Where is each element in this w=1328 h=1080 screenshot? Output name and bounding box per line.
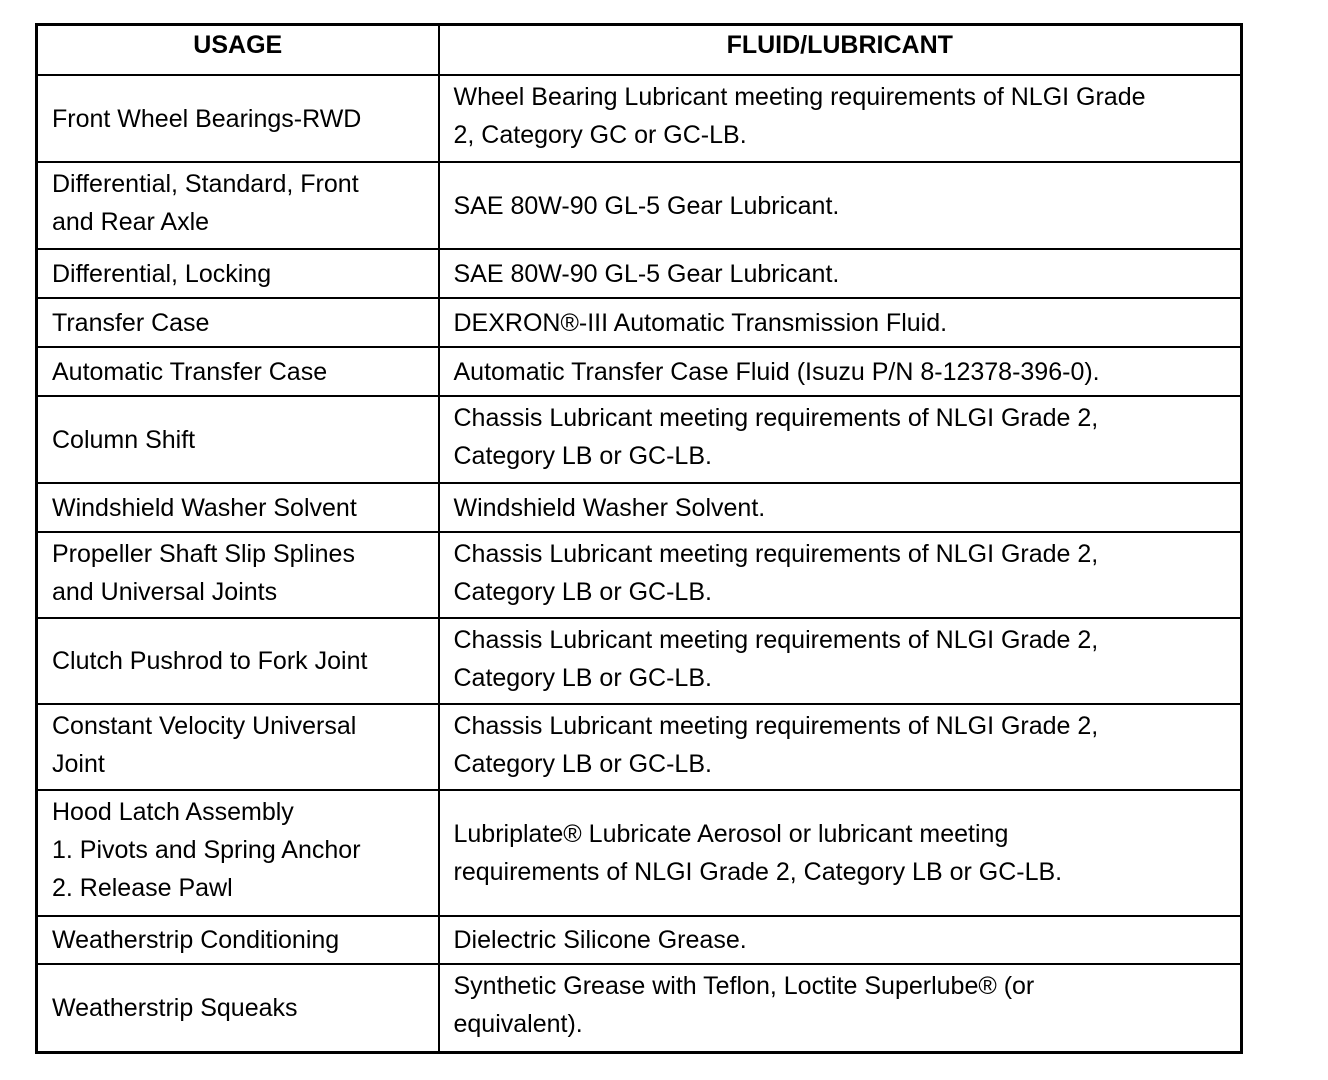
usage-text: Joint bbox=[52, 750, 105, 778]
fluid-text: Windshield Washer Solvent. bbox=[453, 493, 766, 522]
fluid-cell bbox=[439, 704, 1242, 790]
usage-cell bbox=[37, 916, 439, 964]
table-row bbox=[37, 162, 1242, 249]
fluid-text: SAE 80W-90 GL-5 Gear Lubricant. bbox=[453, 191, 840, 220]
fluid-text: Category LB or GC-LB. bbox=[453, 578, 712, 606]
header-row bbox=[37, 25, 1242, 76]
lubricant-table bbox=[35, 23, 1243, 1054]
fluid-text: DEXRON®-III Automatic Transmission Fluid. bbox=[453, 308, 948, 337]
usage-text: Windshield Washer Solvent bbox=[52, 493, 357, 522]
fluid-cell bbox=[439, 532, 1242, 618]
fluid-text: Category LB or GC-LB. bbox=[453, 442, 712, 470]
table-row bbox=[37, 532, 1242, 618]
table-row bbox=[37, 964, 1242, 1052]
fluid-cell bbox=[439, 249, 1242, 298]
usage-column-header: USAGE bbox=[37, 25, 439, 76]
usage-cell bbox=[37, 75, 439, 162]
fluid-cell bbox=[439, 75, 1242, 162]
usage-text: Weatherstrip Conditioning bbox=[52, 926, 340, 954]
fluid-text: Chassis Lubricant meeting requirements of NLGI Grade 2, bbox=[453, 404, 1099, 432]
table-row bbox=[37, 916, 1242, 964]
fluid-text: Chassis Lubricant meeting requirements of NLGI Grade 2, bbox=[453, 712, 1099, 740]
fluid-cell bbox=[439, 916, 1242, 964]
usage-cell bbox=[37, 704, 439, 790]
table-row bbox=[37, 790, 1242, 916]
usage-cell bbox=[37, 162, 439, 249]
table-row bbox=[37, 249, 1242, 298]
fluid-text: Category LB or GC-LB. bbox=[453, 664, 712, 692]
fluid-text: Chassis Lubricant meeting requirements of NLGI Grade 2, bbox=[453, 626, 1099, 654]
usage-text: Differential, Locking bbox=[52, 259, 272, 288]
fluid-cell bbox=[439, 347, 1242, 396]
usage-text: 1. Pivots and Spring Anchor bbox=[52, 836, 361, 864]
usage-text: and Rear Axle bbox=[52, 208, 210, 236]
fluid-text: SAE 80W-90 GL-5 Gear Lubricant. bbox=[453, 259, 840, 288]
fluid-cell bbox=[439, 396, 1242, 483]
usage-cell bbox=[37, 618, 439, 704]
fluid-cell bbox=[439, 618, 1242, 704]
table-row bbox=[37, 618, 1242, 704]
usage-text: Constant Velocity Universal bbox=[52, 712, 357, 740]
fluid-column-header: FLUID/LUBRICANT bbox=[439, 25, 1242, 76]
fluid-text: Wheel Bearing Lubricant meeting requirements of NLGI Grade bbox=[453, 83, 1146, 111]
fluid-text: equivalent). bbox=[453, 1010, 583, 1038]
usage-text: Clutch Pushrod to Fork Joint bbox=[52, 647, 368, 675]
table-row bbox=[37, 347, 1242, 396]
usage-cell bbox=[37, 964, 439, 1052]
fluid-text: requirements of NLGI Grade 2, Category LB or GC-LB. bbox=[453, 858, 1063, 886]
usage-text: Propeller Shaft Slip Splines bbox=[52, 540, 355, 568]
usage-cell bbox=[37, 532, 439, 618]
usage-text: Weatherstrip Squeaks bbox=[52, 993, 298, 1022]
fluid-text: Dielectric Silicone Grease. bbox=[453, 926, 747, 954]
table-row bbox=[37, 704, 1242, 790]
fluid-cell bbox=[439, 298, 1242, 347]
fluid-text: Automatic Transfer Case Fluid (Isuzu P/N 8-12378-396-0). bbox=[453, 357, 1100, 386]
fluid-text: Lubriplate® Lubricate Aerosol or lubricant meeting bbox=[453, 820, 1009, 848]
fluid-text: Chassis Lubricant meeting requirements of NLGI Grade 2, bbox=[453, 540, 1099, 568]
fluid-cell bbox=[439, 964, 1242, 1052]
usage-text: and Universal Joints bbox=[52, 578, 278, 606]
usage-cell bbox=[37, 298, 439, 347]
fluid-text: 2, Category GC or GC-LB. bbox=[453, 121, 747, 149]
usage-cell bbox=[37, 396, 439, 483]
fluid-cell bbox=[439, 483, 1242, 532]
usage-text: Front Wheel Bearings-RWD bbox=[52, 104, 362, 133]
fluid-cell bbox=[439, 790, 1242, 916]
usage-cell bbox=[37, 249, 439, 298]
usage-cell bbox=[37, 790, 439, 916]
table-row bbox=[37, 75, 1242, 162]
usage-cell bbox=[37, 347, 439, 396]
table-row bbox=[37, 298, 1242, 347]
table-row bbox=[37, 483, 1242, 532]
fluid-text: Synthetic Grease with Teflon, Loctite Superlube® (or bbox=[453, 972, 1035, 1000]
usage-text: Automatic Transfer Case bbox=[52, 357, 328, 386]
usage-text: 2. Release Pawl bbox=[52, 874, 233, 902]
usage-text: Transfer Case bbox=[52, 308, 210, 337]
table-row bbox=[37, 396, 1242, 483]
fluid-cell bbox=[439, 162, 1242, 249]
usage-text: Hood Latch Assembly bbox=[52, 798, 294, 826]
usage-text: Column Shift bbox=[52, 425, 196, 454]
usage-text: Differential, Standard, Front bbox=[52, 170, 359, 198]
usage-cell bbox=[37, 483, 439, 532]
fluid-text: Category LB or GC-LB. bbox=[453, 750, 712, 778]
